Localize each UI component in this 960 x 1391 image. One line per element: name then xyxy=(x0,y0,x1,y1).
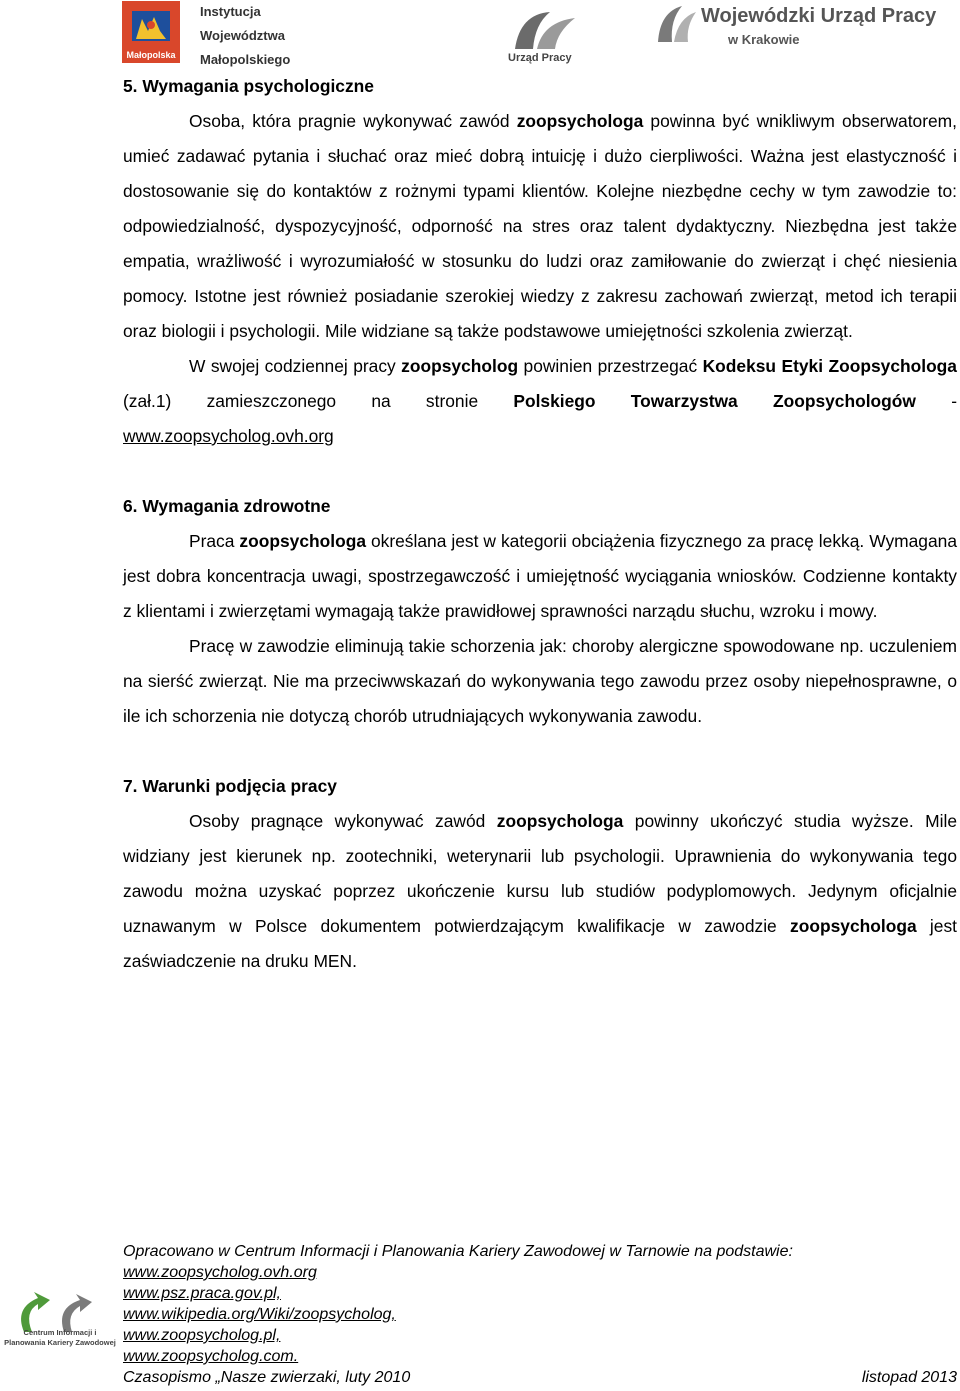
footer-source-row xyxy=(123,1367,957,1388)
bold-term: zoopsychologa xyxy=(516,111,644,131)
document-body xyxy=(123,69,957,979)
paragraph: Pracę w zawodzie eliminują takie schorzenia jak: choroby alergiczne spowodowane np. uczuleniem na sierść zwierząt. Nie ma przeciwwskazań do wykonywania tego zawodu przez osoby niepełnosprawne, o ile ich schorzenia nie dotyczą chorób utrudniających wykonywania zawodu. xyxy=(123,636,957,726)
website-link[interactable]: www.zoopsycholog.ovh.org xyxy=(123,426,334,446)
text: W swojej codziennej pracy xyxy=(189,356,402,376)
section-heading: 7. Warunki podjęcia pracy xyxy=(123,776,337,796)
text: jest zaświadczenie na druku MEN. xyxy=(123,916,957,971)
malopolska-logo xyxy=(122,1,180,63)
paragraph xyxy=(123,804,957,979)
footer-source: Czasopismo „Nasze zwierzaki, luty 2010 xyxy=(123,1369,411,1386)
malopolska-emblem-icon xyxy=(130,9,172,45)
footer xyxy=(123,1241,957,1388)
bold-term: zoopsycholog xyxy=(401,356,519,376)
bold-term: zoopsychologa xyxy=(496,811,624,831)
paragraph xyxy=(123,104,957,349)
institution-line: Instytucja xyxy=(200,4,261,19)
source-link[interactable]: www.zoopsycholog.com. xyxy=(123,1348,299,1365)
institution-line: Małopolskiego xyxy=(200,52,291,67)
bold-term: Polskiego Towarzystwa Zoopsychologów xyxy=(513,391,916,411)
text: Osoba, która pragnie wykonywać zawód xyxy=(189,111,517,131)
source-link[interactable]: www.wikipedia.org/Wiki/zoopsycholog, xyxy=(123,1306,396,1323)
text: Osoby pragnące wykonywać zawód xyxy=(189,811,497,831)
source-link[interactable]: www.psz.praca.gov.pl, xyxy=(123,1285,281,1302)
footer-date: listopad 2013 xyxy=(861,1369,957,1386)
text: powinien przestrzegać xyxy=(518,356,703,376)
ciz-label: Centrum Informacji i Planowania Kariery Zawodowej xyxy=(4,1328,116,1347)
text: Praca xyxy=(189,531,240,551)
text: - xyxy=(915,391,957,411)
source-link[interactable]: www.zoopsycholog.ovh.org xyxy=(123,1264,317,1281)
text: powinny ukończyć studia wyższe. Mile widziany jest kierunek np. zootechniki, weterynarii lub psychologii. Uprawnienia do wykonywania tego zawodu można uzyskać poprzez ukończenie kursu lub studiów podyplomowych. Jedynym oficjalnie uznawanym w Polsce dokumentem potwierdzającym kwalifikacje w zawodzie xyxy=(123,811,957,936)
bold-term: zoopsychologa xyxy=(790,916,917,936)
section-heading: 6. Wymagania zdrowotne xyxy=(123,496,331,516)
malopolska-logo-text: Małopolska xyxy=(126,50,176,60)
paragraph xyxy=(123,349,957,454)
source-link[interactable]: www.zoopsycholog.pl, xyxy=(123,1327,281,1344)
footer-intro: Opracowano w Centrum Informacji i Planowania Kariery Zawodowej w Tarnowie na podstawie: xyxy=(123,1243,793,1260)
institution-title xyxy=(200,0,290,72)
urzad-pracy-text: Urząd Pracy xyxy=(508,52,572,64)
text: powinna być wnikliwym obserwatorem, umieć zadawać pytania i słuchać oraz mieć dobrą intuicję i dużo cierpliwości. Ważna jest elastyczność i dostosowanie się do kontaktów z rożnymi typami klientów. Kolejne niezbędne cechy w tym zawodzie to: odpowiedzialność, dyspozycyjność, odporność na stres oraz talent dydaktyczny. Niezbędna jest także empatia, wrażliwość i wyrozumiałość w stosunku do ludzi oraz zamiłowanie do zwierząt i chęć niesienia pomocy. Istotne jest również posiadanie szerokiej wiedzy z zakresu zachowań zwierząt, metod ich terapii oraz biologii i psychologii. Mile widziane są także podstawowe umiejętności szkolenia zwierząt. xyxy=(123,111,957,341)
paragraph xyxy=(123,524,957,629)
text: określana jest w kategorii obciążenia fizycznego za pracę lekką. Wymagana jest dobra koncentracja uwagi, spostrzegawczość i umiejętność wyciągania wniosków. Codzienne kontakty z klientami i zwierzętami wymagają także prawidłowej sprawności narządu słuchu, wzroku i mowy. xyxy=(123,531,957,621)
bold-term: zoopsychologa xyxy=(239,531,366,551)
text: (zał.1) zamieszczonego na stronie xyxy=(123,391,514,411)
wup-title: Wojewódzki Urząd Pracy xyxy=(701,5,937,27)
wup-subtitle: w Krakowie xyxy=(728,32,800,47)
institution-line: Województwa xyxy=(200,28,285,43)
wup-logo-icon xyxy=(650,2,700,50)
bold-term: Kodeksu Etyki Zoopsychologa xyxy=(702,356,957,376)
section-heading: 5. Wymagania psychologiczne xyxy=(123,76,374,96)
